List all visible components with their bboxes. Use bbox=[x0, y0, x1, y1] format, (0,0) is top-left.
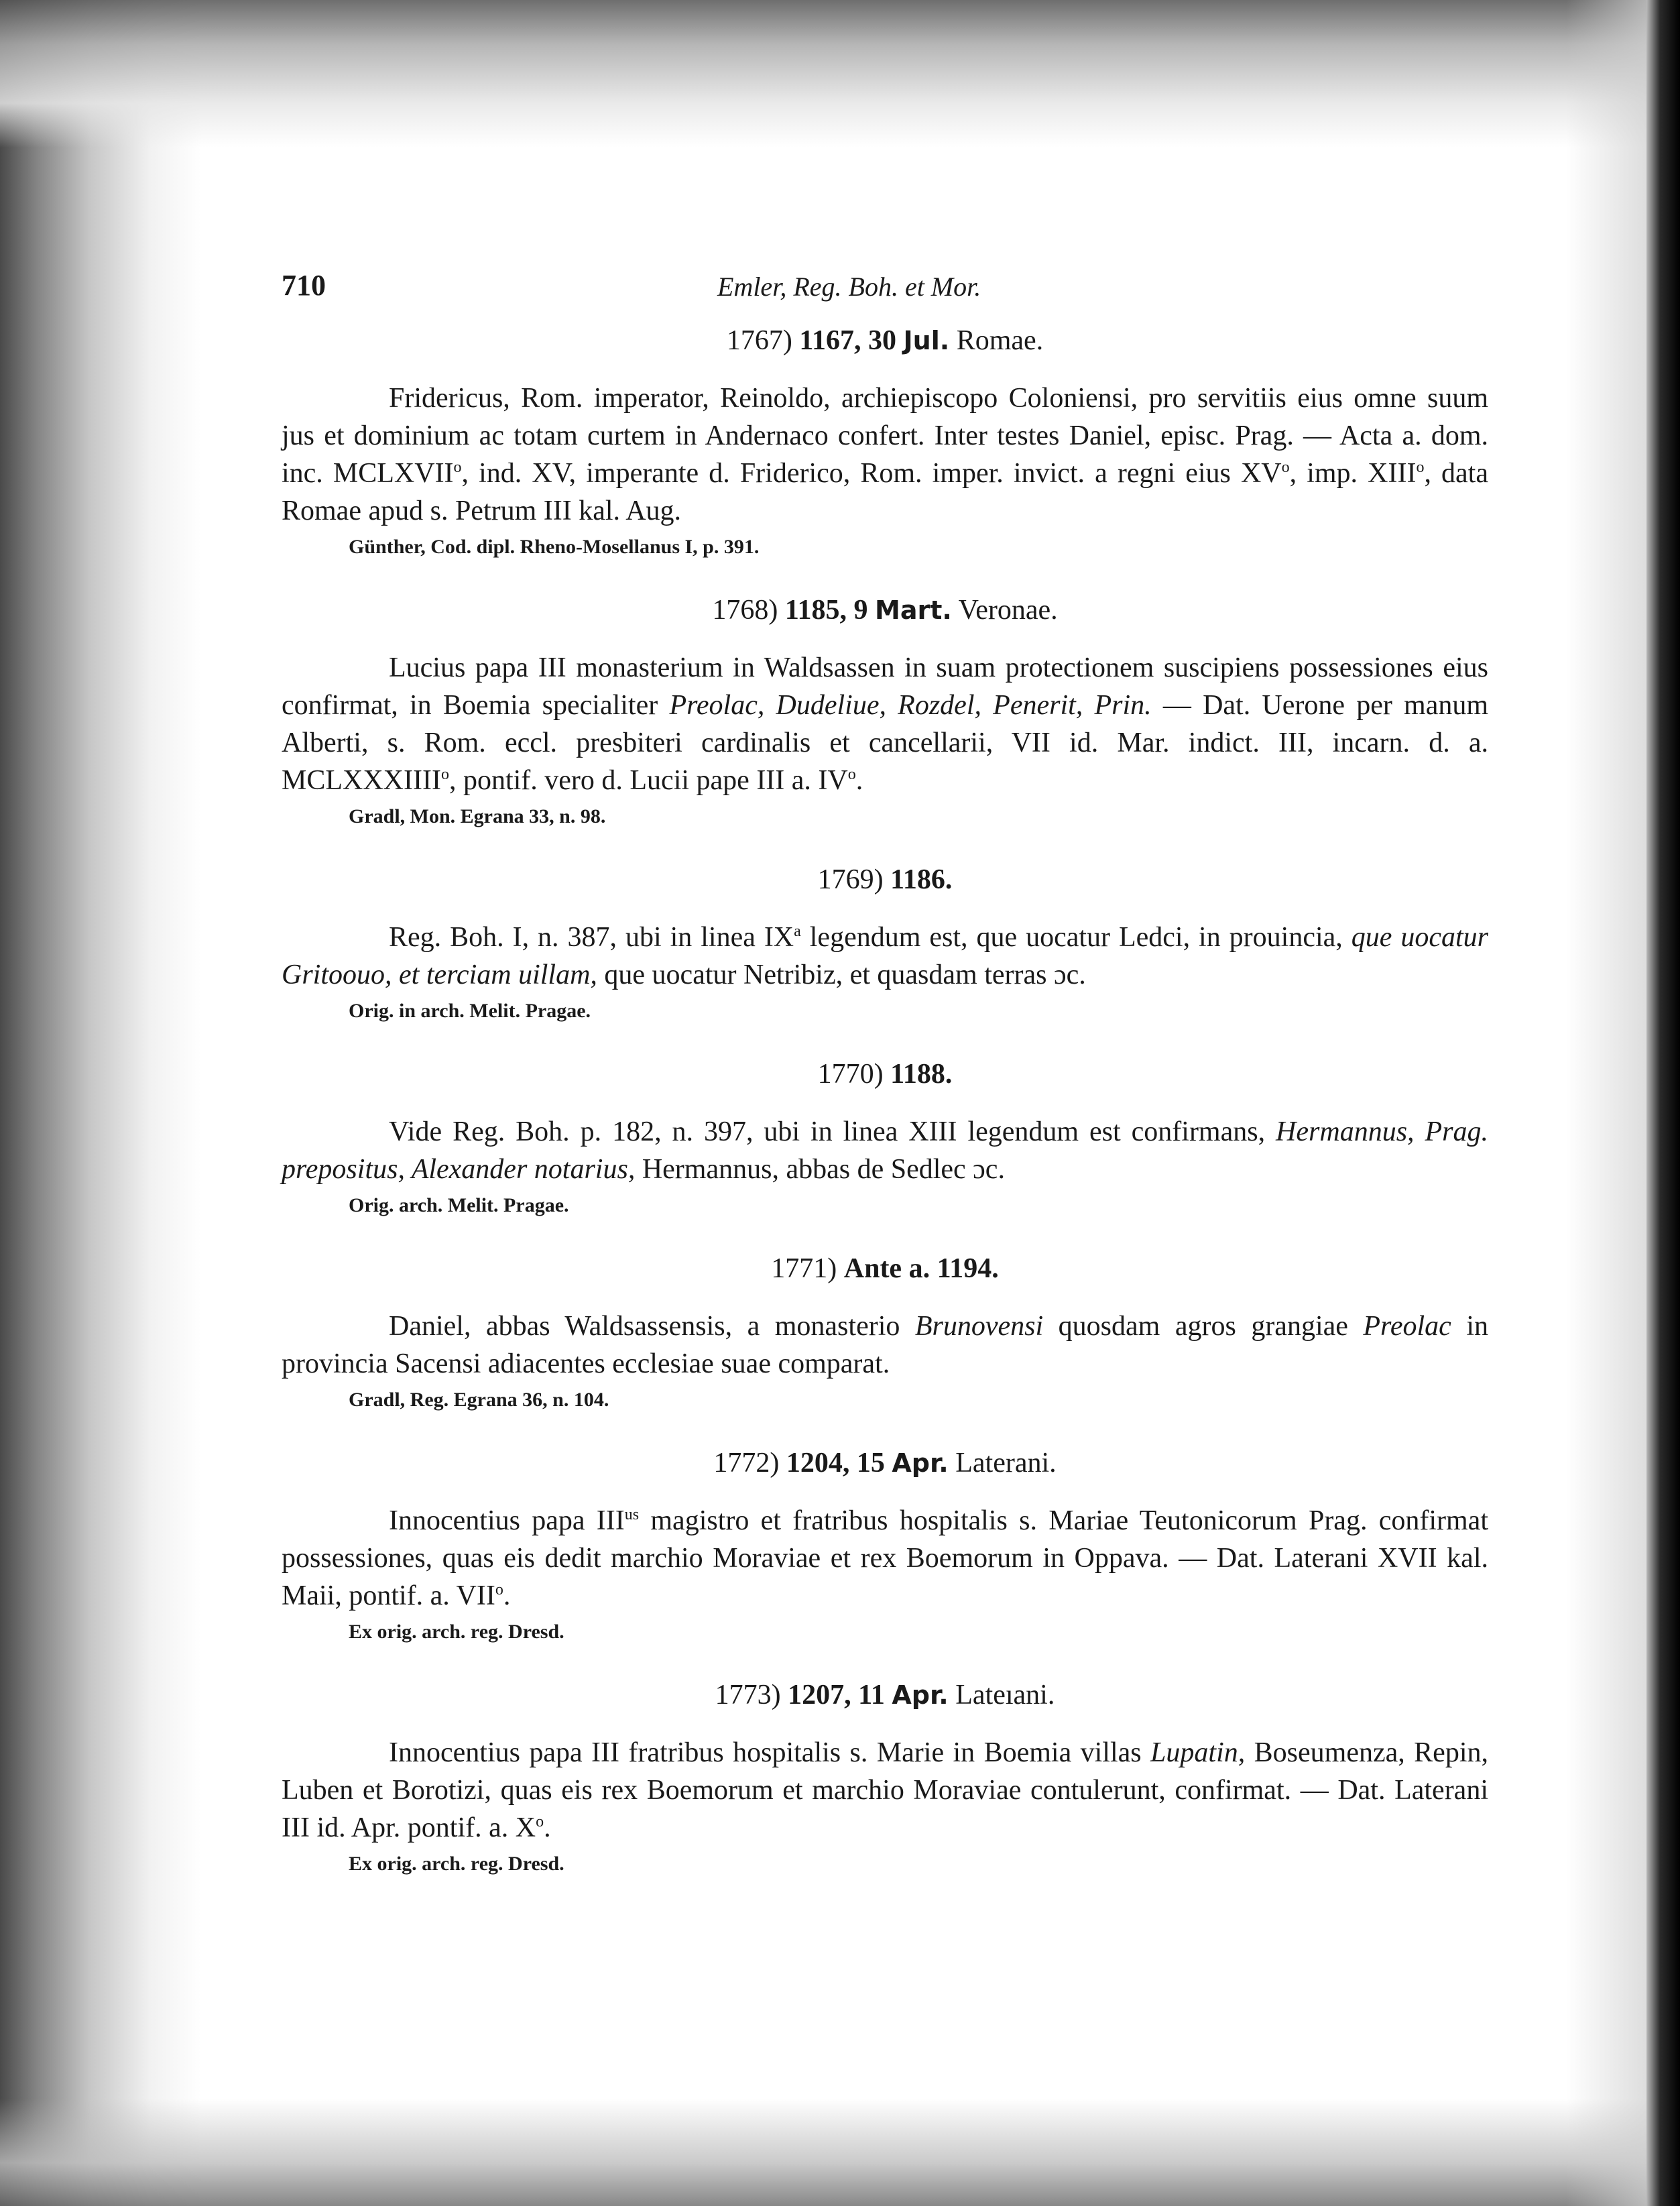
entry-number: 1767) bbox=[726, 325, 792, 356]
text-segment: que uocatur Netribiz, et quasdam terras ɔc. bbox=[597, 960, 1086, 990]
text-segment: — Dat. Uerone per manum Alberti, s. Rom. eccl. presbiteri cardinalis et cancellarii, VII id. Mar. indict. III, incarn. d. a. MCLXXXIIII bbox=[282, 690, 1489, 796]
text-segment: . bbox=[503, 1580, 511, 1611]
superscript: us bbox=[624, 1506, 640, 1523]
text-segment: in provincia Sacensi adiacentes ecclesiae suae comparat. bbox=[282, 1311, 1488, 1379]
text-segment: . bbox=[855, 765, 863, 796]
entry-source: Ex orig. arch. reg. Dresd. bbox=[349, 1853, 564, 1875]
scan-shadow-left bbox=[0, 0, 201, 2206]
page-number: 710 bbox=[282, 269, 326, 302]
entry-source: Orig. arch. Melit. Pragae. bbox=[349, 1194, 569, 1216]
entry-1772 bbox=[282, 1444, 1488, 1647]
entry-number: 1768) bbox=[712, 595, 778, 626]
text-segment: , data Romae apud s. Petrum III kal. Aug. bbox=[282, 458, 1488, 526]
entry-1773 bbox=[282, 1676, 1488, 1879]
text-segment: Daniel, abbas Waldsassensis, a monasterio bbox=[389, 1311, 915, 1342]
superscript: o bbox=[495, 1581, 503, 1599]
superscript: o bbox=[1281, 459, 1290, 476]
text-segment: magistro et fratribus hospitalis s. Mariae Teutonicorum Prag. confirmat possessiones, quas eis dedit marchio Moraviae et rex Boemorum in Oppava. — Dat. Laterani XVII kal. Maii, pontif. a. VII bbox=[282, 1505, 1488, 1611]
entry-source: Ex orig. arch. reg. Dresd. bbox=[349, 1621, 564, 1643]
entry-heading bbox=[282, 322, 1488, 359]
entry-number: 1773) bbox=[715, 1680, 781, 1710]
text-segment: , imp. XIII bbox=[1289, 458, 1417, 489]
entry-place: Romae. bbox=[956, 325, 1044, 356]
entry-date: 1167, 30 bbox=[799, 325, 897, 356]
entry-number: 1769) bbox=[817, 864, 884, 895]
entry-date: 1188. bbox=[890, 1059, 953, 1090]
entry-month: Mart. bbox=[875, 595, 952, 625]
superscript: a bbox=[794, 923, 801, 940]
superscript: o bbox=[847, 766, 856, 783]
entry-date: 1207, 11 bbox=[788, 1680, 885, 1710]
entry-heading bbox=[282, 591, 1488, 629]
italic-segment: Brunovensi bbox=[914, 1311, 1044, 1342]
entry-1769 bbox=[282, 861, 1488, 1026]
text-segment: . bbox=[544, 1812, 551, 1843]
entry-text bbox=[282, 1113, 1488, 1188]
text-segment: quosdam agros grangiae bbox=[1043, 1311, 1364, 1342]
superscript: o bbox=[1416, 459, 1425, 476]
scan-shadow-top bbox=[0, 0, 1680, 148]
entry-1770 bbox=[282, 1055, 1488, 1220]
entry-text bbox=[282, 1308, 1488, 1383]
text-segment: Hermannus, abbas de Sedlec ɔc. bbox=[635, 1154, 1005, 1185]
entry-month: Apr. bbox=[892, 1448, 949, 1478]
entry-month: Jul. bbox=[903, 326, 950, 355]
entry-place: Lateıani. bbox=[955, 1680, 1055, 1710]
entry-heading bbox=[282, 861, 1488, 898]
entry-place: Laterani. bbox=[955, 1448, 1057, 1478]
entry-text bbox=[282, 1734, 1488, 1847]
italic-segment: Preolac, Dudeliue, Rozdel, Penerit, Prin. bbox=[669, 690, 1152, 721]
entry-place: Veronae. bbox=[958, 595, 1058, 626]
text-segment: , pontif. vero d. Lucii pape III a. IV bbox=[448, 765, 848, 796]
page-header bbox=[282, 268, 1488, 322]
entry-text bbox=[282, 1502, 1488, 1615]
entry-1768 bbox=[282, 591, 1488, 831]
text-segment: Innocentius papa III fratribus hospitalis s. Marie in Boemia villas bbox=[389, 1737, 1151, 1768]
entry-date: 1186. bbox=[890, 864, 953, 895]
entry-number: 1771) bbox=[771, 1253, 837, 1284]
entry-number: 1772) bbox=[713, 1448, 780, 1478]
running-head: Emler, Reg. Boh. et Mor. bbox=[717, 272, 981, 302]
text-segment: Innocentius papa III bbox=[389, 1505, 625, 1536]
entry-date: Ante a. 1194. bbox=[843, 1253, 999, 1284]
entry-heading bbox=[282, 1055, 1488, 1093]
superscript: o bbox=[440, 766, 449, 783]
entry-source: Gradl, Reg. Egrana 36, n. 104. bbox=[349, 1389, 609, 1411]
text-segment: Reg. Boh. I, n. 387, ubi in linea IX bbox=[389, 922, 794, 953]
entry-1771 bbox=[282, 1250, 1488, 1415]
italic-segment: Hermannus, Prag. prepositus, Alexander notarius, bbox=[282, 1116, 1488, 1185]
scan-edge-right bbox=[1646, 0, 1680, 2206]
entry-source: Günther, Cod. dipl. Rheno-Mosellanus I, p. 391. bbox=[349, 536, 760, 558]
scan-shadow-right bbox=[1566, 0, 1646, 2206]
text-segment: Lucius papa III monasterium in Waldsassen in suam protectionem suscipiens possessiones eius confirmat, in Boemia specialiter bbox=[282, 652, 1488, 721]
text-segment: , ind. XV, imperante d. Friderico, Rom. imper. invict. a regni eius XV bbox=[461, 458, 1282, 489]
scan-shadow-bottom bbox=[0, 2099, 1680, 2206]
entry-heading bbox=[282, 1444, 1488, 1482]
entry-text bbox=[282, 649, 1488, 799]
entry-source: Gradl, Mon. Egrana 33, n. 98. bbox=[349, 805, 606, 827]
document-page bbox=[282, 268, 1488, 1908]
superscript: o bbox=[536, 1813, 544, 1831]
entry-text bbox=[282, 380, 1488, 530]
entry-date: 1204, 15 bbox=[786, 1448, 885, 1478]
entry-heading bbox=[282, 1250, 1488, 1287]
superscript: o bbox=[453, 459, 462, 476]
entry-date: 1185, 9 bbox=[784, 595, 868, 626]
text-segment: legendum est, que uocatur Ledci, in prouincia, bbox=[800, 922, 1352, 953]
text-segment: Fridericus, Rom. imperator, Reinoldo, archiepiscopo Coloniensi, pro servitiis eius omne suum jus et dominium ac totam curtem in Andernaco confert. Inter testes Daniel, episc. Prag. — Acta a. dom. inc. MCLXVII bbox=[282, 383, 1488, 489]
entry-text bbox=[282, 919, 1488, 994]
italic-segment: Preolac bbox=[1363, 1311, 1451, 1342]
entry-heading bbox=[282, 1676, 1488, 1714]
text-segment: Boseumenza, Repin, Luben et Borotizi, quas eis rex Boemorum et marchio Moraviae contulerunt, confirmat. — Dat. Laterani III id. Apr. pontif. a. X bbox=[282, 1737, 1488, 1843]
entry-1767 bbox=[282, 322, 1488, 562]
entry-month: Apr. bbox=[892, 1680, 949, 1710]
entry-number: 1770) bbox=[817, 1059, 884, 1090]
italic-segment: Lupatin, bbox=[1150, 1737, 1246, 1768]
text-segment: Vide Reg. Boh. p. 182, n. 397, ubi in linea XIII legendum est confirmans, bbox=[389, 1116, 1276, 1147]
entry-source: Orig. in arch. Melit. Pragae. bbox=[349, 1000, 591, 1022]
italic-segment: que uocatur Gritoouo, et terciam uillam, bbox=[282, 922, 1489, 990]
